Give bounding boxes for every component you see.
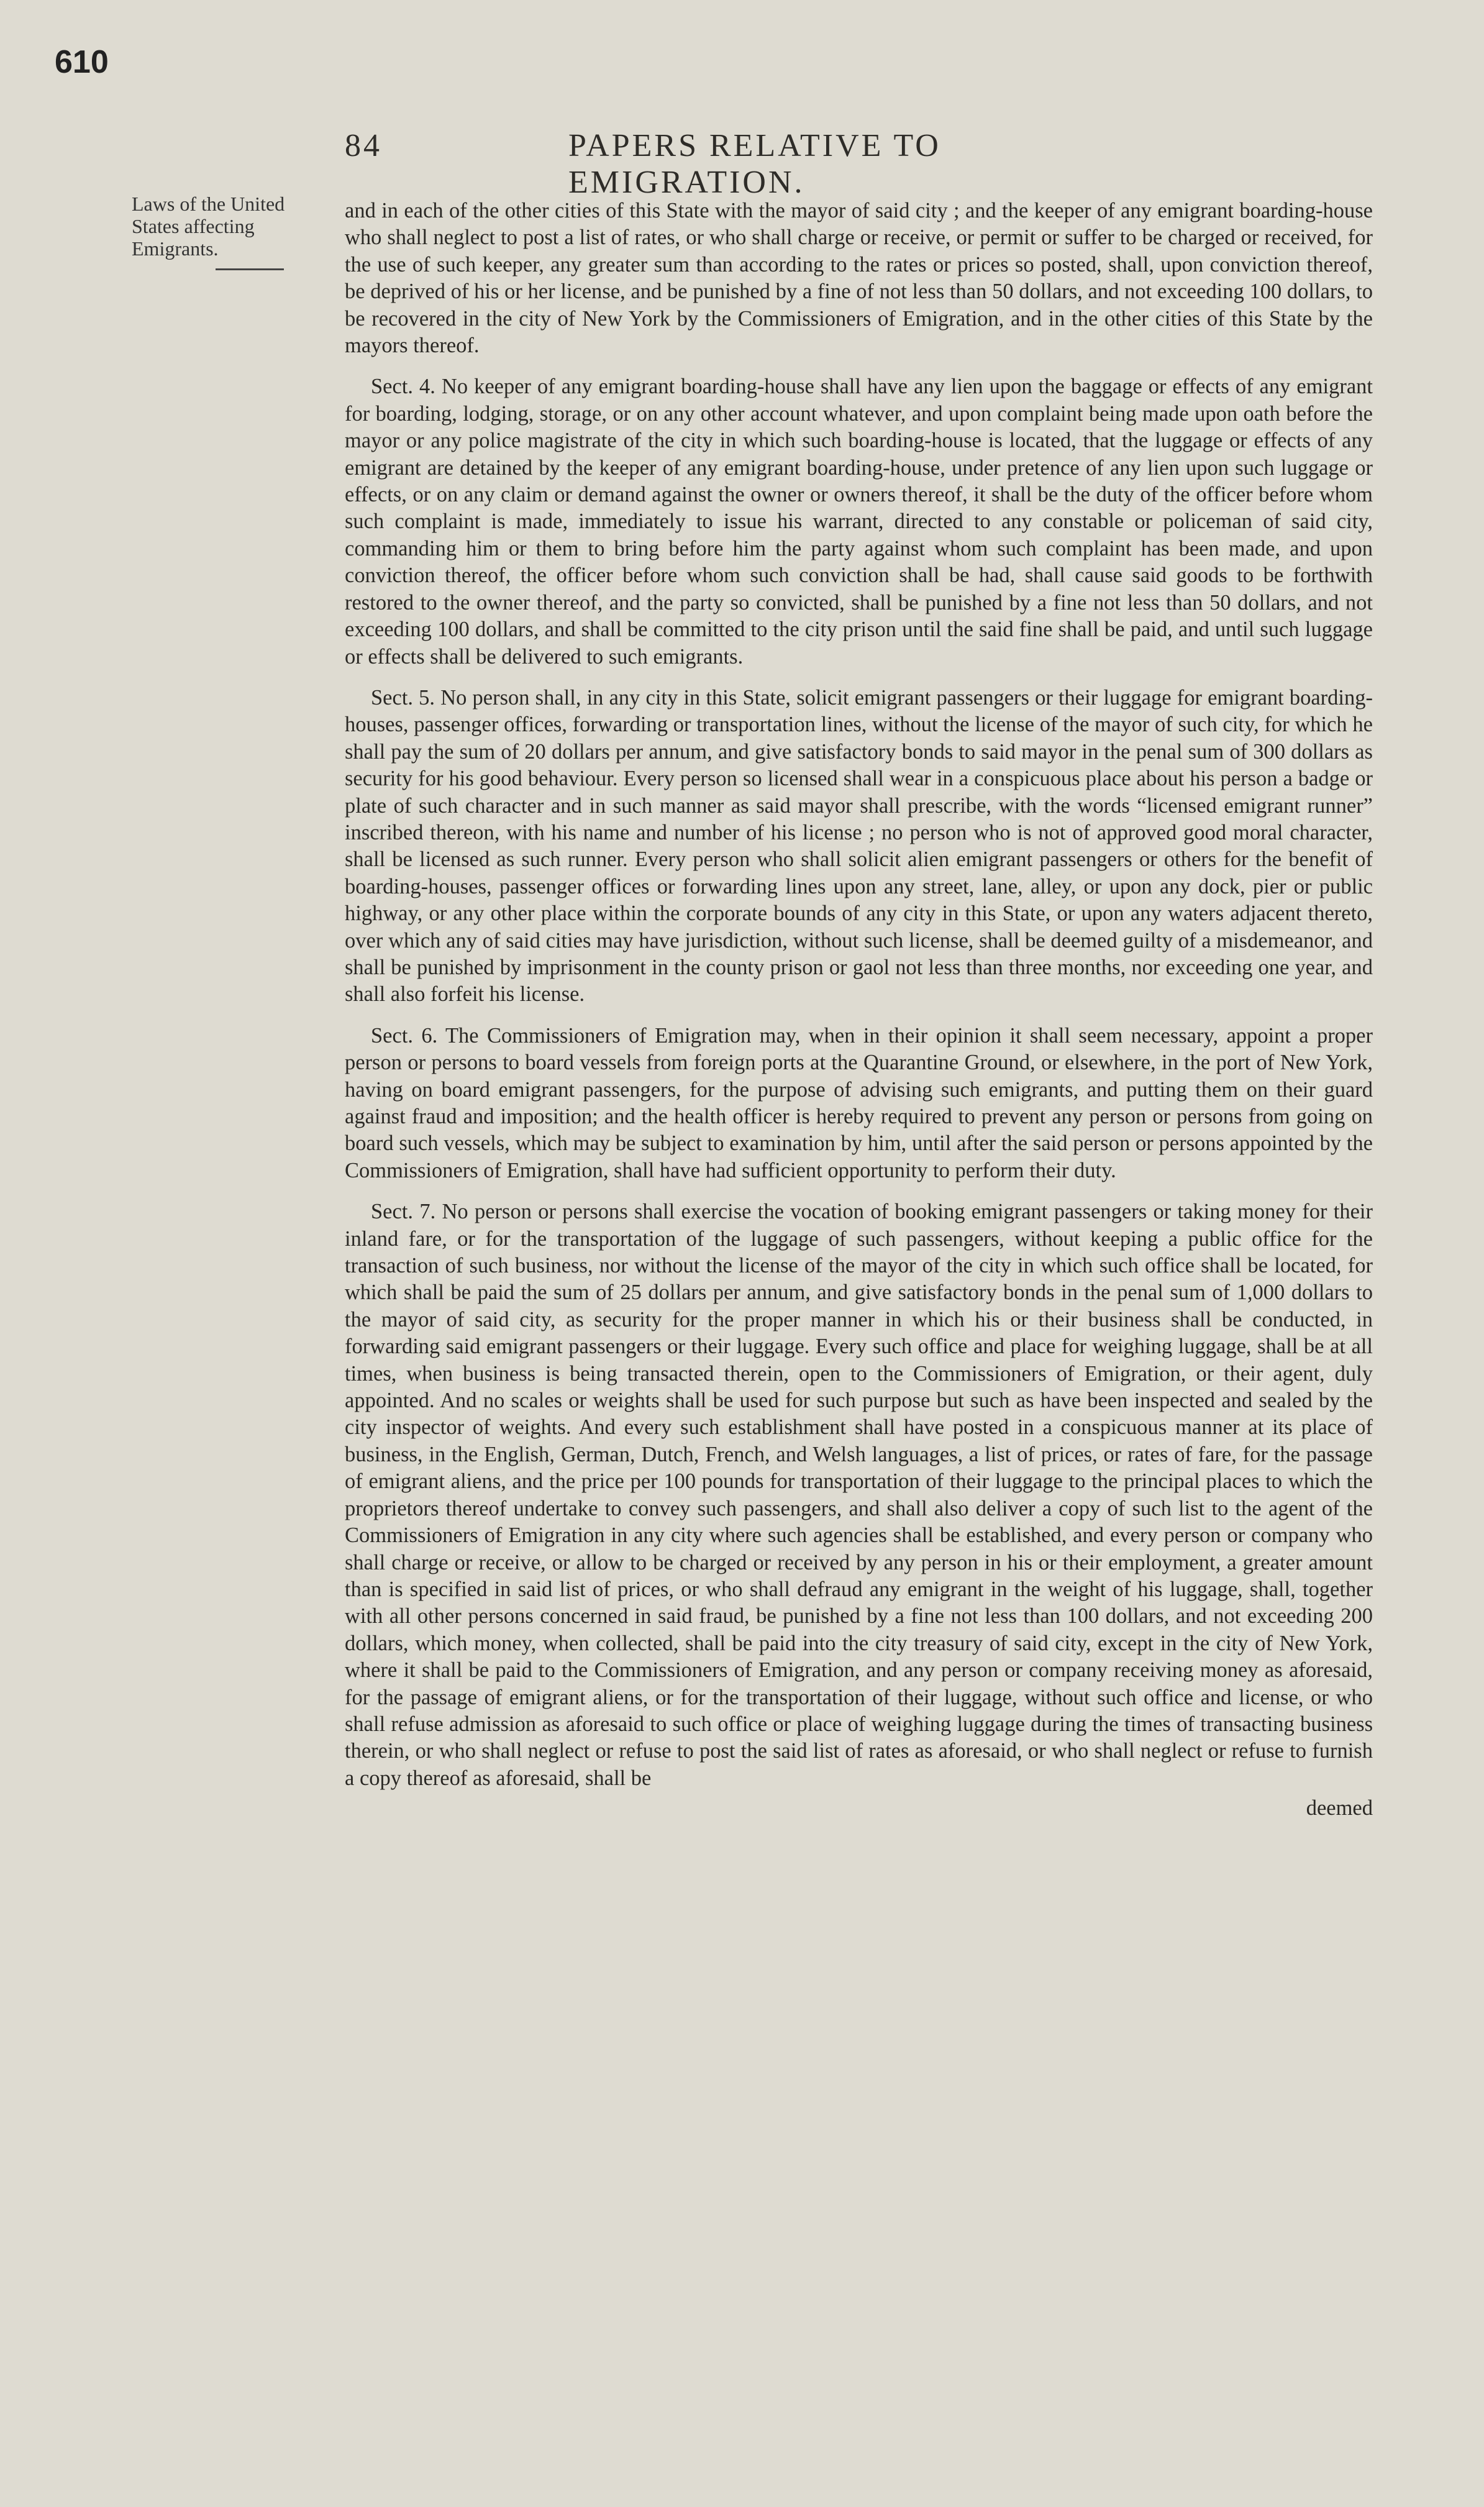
catchword: deemed <box>1306 1796 1373 1820</box>
marginal-note-rule <box>216 268 284 270</box>
marginal-note-text: Laws of the United States affecting Emigrants. <box>132 193 285 260</box>
folio-number: 84 <box>345 128 382 163</box>
paragraph-continuation: and in each of the other cities of this State with the mayor of said city ; and the keeper of any emigrant boarding-house who shall neglect to post a list of rates, or who shall charge or receive, or permit or suffer to be charged or received, for the use of such keeper, any greater sum than according to the rates or prices so posted, shall, upon conviction thereof, be deprived of his or her license, and be punished by a fine of not less than 50 dollars, and not exceeding 100 dollars, to be recovered in the city of New York by the Commissioners of Emigration, and in the other cities of this State by the mayors thereof. <box>345 199 1373 358</box>
body-text <box>345 198 1373 1821</box>
page-number: 610 <box>55 44 109 80</box>
paragraph-sect-5: Sect. 5. No person shall, in any city in this State, solicit emigrant passengers or their luggage for emigrant boarding-houses, passenger offices, forwarding or transportation lines, without the license of the mayor of such city, for which he shall pay the sum of 20 dollars per annum, and give satisfactory bonds to said mayor in the penal sum of 300 dollars as security for his good behaviour. Every person so licensed shall wear in a conspicuous place about his person a badge or plate of such character and in such manner as said mayor shall prescribe, with the words “licensed emigrant runner” inscribed thereon, with his name and number of his license ; no person who is not of approved good moral character, shall be licensed as such runner. Every person who shall solicit alien emigrant passengers or others for the benefit of boarding-houses, passenger offices or forwarding lines upon any street, lane, alley, or upon any dock, pier or public highway, or any other place within the corporate bounds of any city in this State, or upon any waters adjacent thereto, over which any of said cities may have jurisdiction, without such license, shall be deemed guilty of a misdemeanor, and shall be punished by imprisonment in the county prison or gaol not less than three months, nor exceeding one year, and shall also forfeit his license. <box>345 685 1373 1007</box>
paragraph-sect-4: Sect. 4. No keeper of any emigrant boarding-house shall have any lien upon the baggage or effects of any emigrant for boarding, lodging, storage, or on any other account whatever, and upon complaint being made upon oath before the mayor or any police magistrate of the city in which such boarding-house is located, that the luggage or effects of any emigrant are detained by the keeper of any emigrant boarding-house, under pretence of any lien upon such luggage or effects, or on any claim or demand against the owner or owners thereof, it shall be the duty of the officer before whom such complaint is made, immediately to issue his warrant, directed to any constable or policeman of said city, commanding him or them to bring before him the party against whom such complaint has been made, and upon conviction thereof, the officer before whom such conviction shall be had, shall cause said goods to be forthwith restored to the owner thereof, and the party so convicted, shall be punished by a fine not less than 50 dollars, and not exceeding 100 dollars, and shall be committed to the city prison until the said fine shall be paid, and until such luggage or effects shall be delivered to such emigrants. <box>345 375 1373 669</box>
running-title: PAPERS RELATIVE TO EMIGRATION. <box>568 128 941 200</box>
paragraph-sect-7: Sect. 7. No person or persons shall exercise the vocation of booking emigrant passengers or taking money for their inland fare, or for the transportation of the luggage of such passengers, without keeping a public office for the transaction of such business, nor without the license of the mayor of the city in which such office shall be located, for which shall be paid the sum of 25 dollars per annum, and give satisfactory bonds in the penal sum of 1,000 dollars to the mayor of said city, as security for the proper manner in which his or their business shall be conducted, in forwarding said emigrant passengers or their luggage. Every such office and place for weighing luggage, shall be at all times, when business is being transacted therein, open to the Commissioners of Emigration, or their agent, duly appointed. And no scales or weights shall be used for such purpose but such as have been inspected and sealed by the city inspector of weights. And every such establishment shall have posted in a conspicuous manner at its place of business, in the English, German, Dutch, French, and Welsh languages, a list of prices, or rates of fare, for the passage of emigrant aliens, and the price per 100 pounds for transportation of their luggage to the principal places to which the proprietors thereof undertake to convey such passengers, and shall also deliver a copy of such list to the agent of the Commissioners of Emigration in any city where such agencies shall be established, and every person or company who shall charge or receive, or allow to be charged or received by any person in his or their employment, a greater amount than is specified in said list of prices, or who shall defraud any emigrant in the weight of his luggage, shall, together with all other persons concerned in said fraud, be punished by a fine not less than 100 dollars, and not exceeding 200 dollars, which money, when collected, shall be paid into the city treasury of said city, except in the city of New York, where it shall be paid to the Commissioners of Emigration, and any person or company receiving money as aforesaid, for the passage of emigrant aliens, or for the transportation of their luggage, without such office and license, or who shall refuse admission as aforesaid to such office or place of weighing luggage during the times of transacting business therein, or who shall neglect or refuse to post the said list of rates as aforesaid, or who shall neglect or refuse to furnish a copy thereof as aforesaid, shall be <box>345 1200 1373 1790</box>
paragraph-sect-6: Sect. 6. The Commissioners of Emigration may, when in their opinion it shall seem necessary, appoint a proper person or persons to board vessels from foreign ports at the Quarantine Ground, or elsewhere, in the port of New York, having on board emigrant passengers, for the purpose of advising such emigrants, and putting them on their guard against fraud and imposition; and the health officer is hereby required to prevent any person or persons from going on board such vessels, which may be subject to examination by him, until after the said person or persons appointed by the Commissioners of Emigration, shall have had sufficient opportunity to perform their duty. <box>345 1023 1373 1182</box>
marginal-note <box>132 193 337 270</box>
